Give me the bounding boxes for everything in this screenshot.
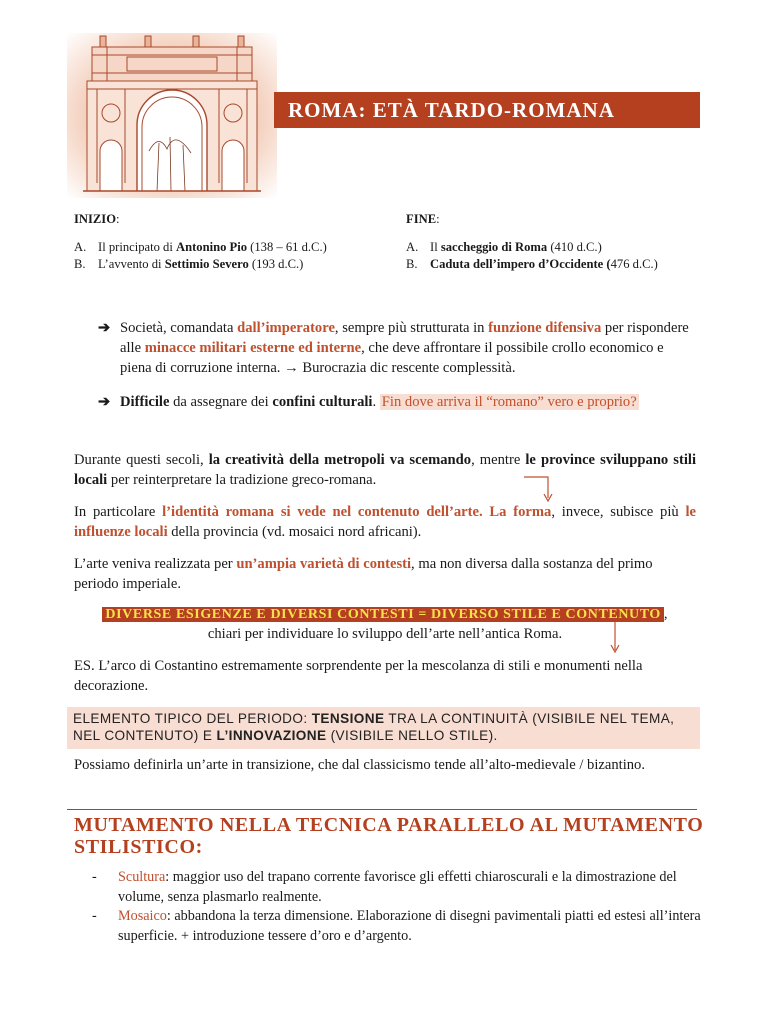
end-list: [406, 239, 706, 274]
page-title-text: ROMA: ETÀ TARDO-ROMANA: [288, 97, 615, 122]
end-label-text: FINE: [406, 212, 437, 226]
arch-illustration: [67, 33, 277, 198]
item-text: L’avvento di: [98, 257, 165, 272]
emphasis-run: dall’imperatore: [237, 320, 335, 336]
list-item: [74, 239, 374, 257]
bold-run: Difficile: [120, 394, 170, 411]
tension-callout: [67, 707, 700, 749]
item-text: : maggior uso del trapano corrente favorisce gli effetti chiaroscurali e la dimostrazione del volume, senza plasmarlo realmente.: [118, 869, 677, 905]
item-text: : abbandona la terza dimensione. Elaborazione di disegni pavimentali piatti ed estesi all’intera superficie. + introduzione tessere d’oro e d’argento.: [118, 908, 701, 944]
item-text: Il principato di: [98, 239, 176, 254]
text-run: , che deve affrontare il possibile crollo economico e piena di corruzione interna. → Burocrazia dic rescente complessità.: [120, 340, 664, 377]
start-column: [74, 211, 374, 274]
arrow-bullet-icon: ➔: [98, 394, 111, 411]
arrow-list: [98, 318, 698, 413]
start-list: [74, 239, 374, 274]
text-run: , sempre più strutturata in: [334, 320, 489, 336]
bold-run: TENSIONE: [311, 711, 385, 726]
item-text: Il: [430, 239, 441, 254]
emphasis-run: un’ampia varietà di contesti: [236, 556, 412, 572]
text-run: , mentre: [471, 452, 526, 468]
text-run: , ma non diversa dalla sostanza del primo periodo imperiale.: [74, 556, 653, 593]
end-label: [406, 211, 706, 229]
list-marker: B.: [406, 257, 418, 272]
paragraph-contexts: [74, 554, 696, 594]
text-run: ELEMENTO TIPICO DEL PERIODO:: [73, 711, 312, 726]
section-heading: MUTAMENTO NELLA TECNICA PARALLELO AL MUTAMENTO STILISTICO:: [74, 814, 704, 858]
list-item: [74, 256, 374, 274]
technique-list: [92, 868, 702, 946]
item-label: Mosaico: [118, 908, 167, 925]
emphasis-run: le influenze locali: [74, 504, 697, 541]
item-label: Scultura: [118, 869, 166, 885]
key-concept-banner: DIVERSE ESIGENZE E DIVERSI CONTESTI = DIVERSO STILE E CONTENUTO: [102, 607, 664, 622]
emphasis-run: minacce militari esterne ed interne: [144, 340, 362, 357]
text-run: Possiamo definirla un’arte in transizione, che dal classicismo tende all’alto-medievale / bizantino.: [74, 757, 645, 773]
key-concept-block: [74, 604, 696, 644]
list-item: [406, 239, 706, 257]
key-concept-caption: chiari per individuare lo sviluppo dell’arte nell’antica Roma.: [207, 626, 563, 643]
text-run: Società, comandata: [120, 320, 238, 336]
item-bold: Antonino Pio: [176, 239, 248, 254]
list-marker: A.: [406, 239, 419, 254]
list-item: [406, 256, 706, 274]
paragraph-transition: [74, 755, 696, 775]
item-bold: Settimio Severo: [164, 257, 249, 272]
text-run: (VISIBILE NELLO STILE).: [326, 728, 498, 744]
text-run: ES. L’arco di Costantino estremamente sorprendente per la mescolanza di stili e monumenti nella decorazione.: [74, 658, 643, 695]
bold-run: le province sviluppano stili locali: [74, 452, 697, 489]
arrow-item-text: [120, 318, 698, 378]
item-date: 476 d.C.): [610, 257, 658, 272]
end-column: [406, 211, 706, 274]
arrow-item-society: [98, 318, 698, 378]
list-item-mosaic: [92, 907, 702, 946]
arch-of-constantine-image: [67, 33, 277, 198]
arrow-item-borders: [98, 392, 698, 412]
text-run: TRA LA CONTINUITÀ (VISIBILE NEL TEMA, NEL CONTENUTO) E: [73, 711, 675, 744]
connector-arrow-icon: [522, 474, 554, 504]
text-run: per rispondere alle: [120, 320, 689, 357]
paragraph-example: [74, 656, 696, 696]
arrow-bullet-icon: ➔: [98, 320, 111, 336]
page-title: [274, 92, 700, 128]
text-run: , invece, subisce più: [551, 504, 686, 520]
start-label-text: INIZIO: [74, 212, 116, 226]
item-date: (138 – 61 d.C.): [247, 239, 327, 254]
start-label-colon: :: [116, 212, 120, 226]
dash-marker: -: [92, 908, 97, 925]
item-bold: saccheggio di Roma: [440, 239, 548, 254]
list-marker: A.: [74, 239, 87, 254]
paragraph-identity: [74, 502, 696, 542]
highlighted-question: Fin dove arriva il “romano” vero e proprio?: [381, 394, 637, 411]
emphasis-run: funzione difensiva: [488, 320, 602, 336]
connector-arrow-icon: [605, 620, 625, 656]
item-bold: Caduta dell’impero d’Occidente (: [430, 257, 611, 272]
text-run: per reinterpretare la tradizione greco-romana.: [107, 472, 377, 489]
text-run: Durante questi secoli,: [74, 452, 209, 468]
start-label: [74, 211, 374, 229]
bold-run: L’INNOVAZIONE: [216, 728, 327, 744]
dash-marker: -: [92, 869, 97, 885]
arrow-item-text: [120, 392, 639, 412]
text-run: da assegnare dei: [169, 394, 273, 411]
text-run: In particolare: [74, 504, 163, 520]
emphasis-run: l’identità romana si vede nel contenuto dell’arte. La forma: [162, 504, 552, 520]
paragraph-creativity: [74, 450, 696, 490]
banner-comma: ,: [663, 606, 668, 622]
text-run: L’arte veniva realizzata per: [74, 556, 237, 572]
item-date: (410 d.C.): [547, 239, 602, 254]
bold-run: confini culturali: [272, 394, 373, 411]
item-date: (193 d.C.): [248, 257, 304, 272]
section-divider: [67, 809, 697, 810]
bold-run: la creatività della metropoli va scemando: [208, 452, 472, 468]
end-label-colon: :: [436, 212, 440, 226]
list-marker: B.: [74, 257, 86, 272]
text-run: .: [372, 394, 380, 411]
list-item-sculpture: [92, 868, 702, 907]
text-run: della provincia (vd. mosaici nord africani).: [167, 524, 422, 541]
